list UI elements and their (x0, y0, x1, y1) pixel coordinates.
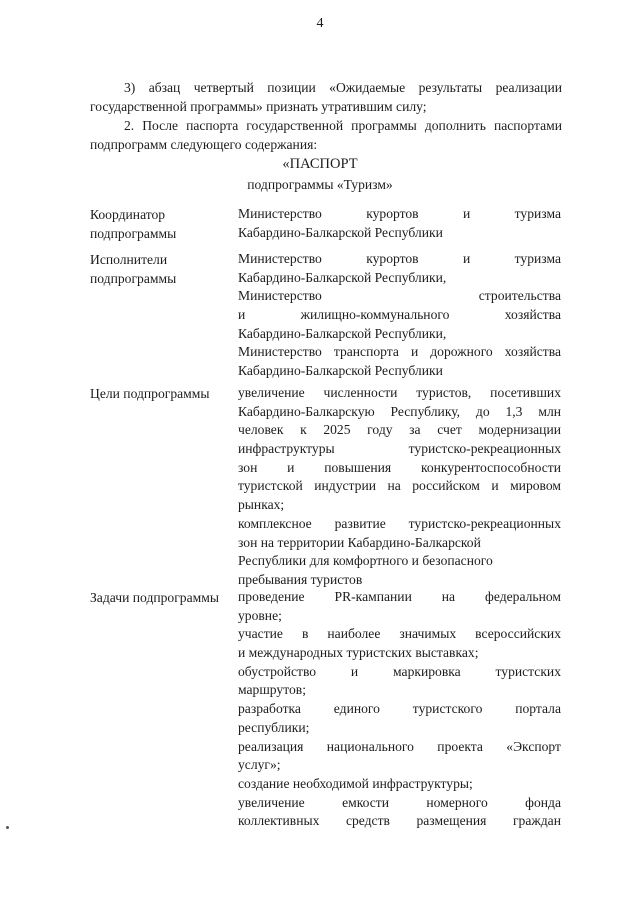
paragraph-item-3: 3) абзац четвертый позиции «Ожидаемые результаты реализации государственной программы» признать утратившим силу; (90, 80, 562, 114)
tasks-line: уровне; (238, 607, 282, 623)
goals-label: Цели подпрограммы (90, 386, 210, 401)
goals-line: рынках; (238, 497, 285, 513)
tasks-content (238, 588, 561, 831)
executors-line: Министерство курортов и туризма (238, 251, 561, 266)
goals-line: Республики для комфортного и безопасного (238, 553, 493, 569)
tasks-line: обустройство и маркировка туристских (238, 663, 561, 679)
passport-subtitle: подпрограммы «Туризм» (247, 177, 393, 192)
goals-line: инфраструктуры туристско-рекреационных (238, 441, 561, 457)
executors-line: Кабардино-Балкарской Республики, (238, 269, 447, 285)
executors-line: Кабардино-Балкарской Республики, (238, 325, 447, 341)
tasks-line: и международных туристских выставках; (238, 645, 479, 661)
coordinator-line: Министерство курортов и туризма (238, 206, 561, 221)
goals-line: туристской индустрии на российском и мировом (238, 478, 561, 494)
tasks-line: создание необходимой инфраструктуры; (238, 775, 473, 791)
tasks-line: участие в наиболее значимых всероссийских (238, 626, 561, 642)
page-number: 4 (316, 16, 324, 31)
goals-line: увеличение численности туристов, посетивших (238, 385, 561, 400)
executors-line: Министерство транспорта и дорожного хозяйства (238, 344, 561, 360)
goals-line: человек к 2025 году за счет модернизации (238, 422, 561, 438)
executors-label: Исполнители подпрограммы (90, 252, 177, 286)
coordinator-label: Координатор подпрограммы (90, 207, 177, 241)
tasks-line: услуг»; (238, 757, 281, 773)
executors-line: Кабардино-Балкарской Республики (238, 363, 443, 379)
tasks-line: реализация национального проекта «Экспорт (238, 738, 561, 754)
tasks-line: разработка единого туристского портала (238, 701, 561, 717)
goals-line: пребывания туристов (238, 571, 363, 587)
tasks-line: коллективных средств размещения граждан (238, 813, 561, 829)
passport-title: «ПАСПОРТ (282, 156, 358, 172)
executors-line: и жилищно-коммунального хозяйства (238, 307, 561, 323)
executors-content (238, 250, 561, 381)
tasks-line: проведение PR-кампании на федеральном (238, 589, 561, 604)
goals-line: зон и повышения конкурентоспособности (238, 459, 561, 475)
goals-line: комплексное развитие туристско-рекреационных (238, 515, 561, 531)
tasks-line: республики; (238, 719, 310, 735)
goals-line: Кабардино-Балкарскую Республику, до 1,3 млн (238, 403, 561, 419)
tasks-line: маршрутов; (238, 682, 306, 698)
scan-speck (6, 826, 9, 829)
goals-content (238, 384, 561, 590)
coordinator-content (238, 205, 561, 242)
executors-line: Министерство строительства (238, 288, 561, 304)
tasks-line: увеличение емкости номерного фонда (238, 794, 561, 810)
goals-line: зон на территории Кабардино-Балкарской (238, 534, 481, 550)
paragraph-item-2: 2. После паспорта государственной программы дополнить паспортами подпрограмм следующего содержания: (90, 118, 562, 152)
tasks-label: Задачи подпрограммы (90, 590, 219, 605)
coordinator-line: Кабардино-Балкарской Республики (238, 224, 443, 240)
